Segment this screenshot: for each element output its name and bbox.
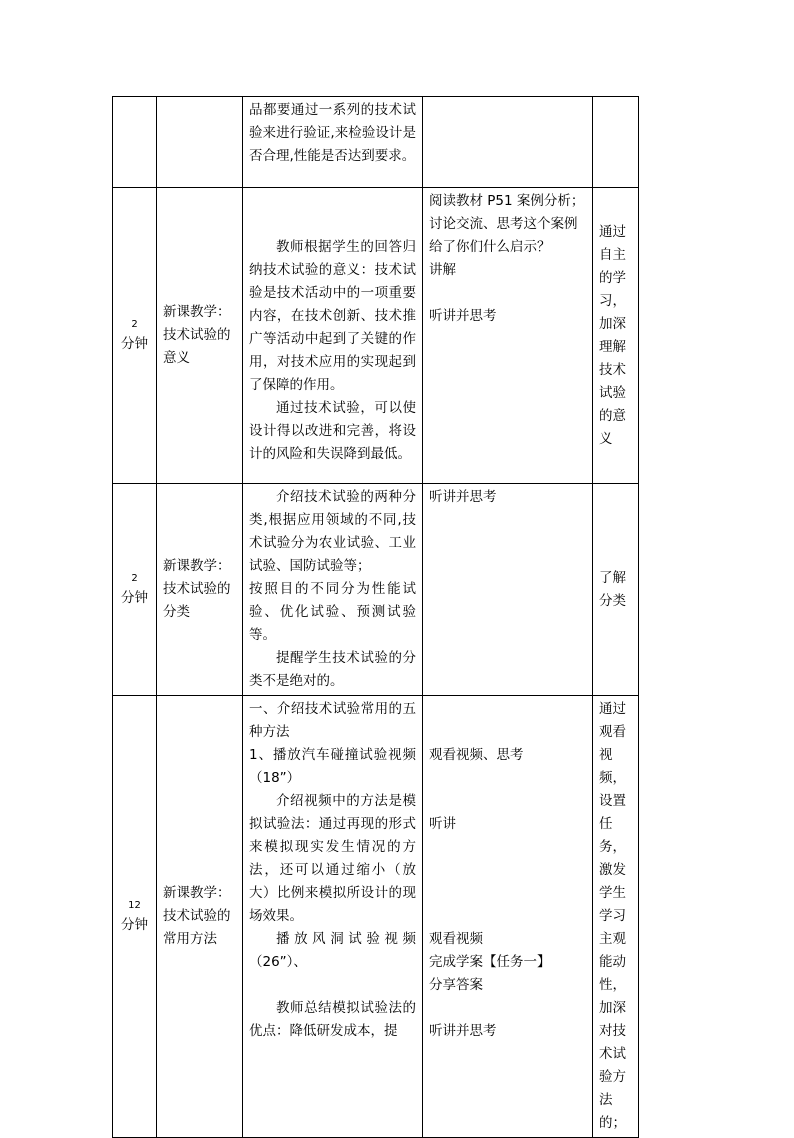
table-row <box>113 188 639 484</box>
student-activity-cell <box>423 97 593 188</box>
student-text: 讲解 <box>429 262 456 278</box>
time-number: 2 <box>131 318 138 330</box>
teacher-text: 教师根据学生的回答归纳技术试验的意义：技术试验是技术活动中的一项重要内容，在技术创新、技术推广等活动中起到了关键的作用，对技术应用的实现起到了保障的作用。 <box>249 239 416 393</box>
student-text: 观看视频、思考 <box>429 747 524 763</box>
teacher-text: 教师总结模拟试验法的优点：降低研发成本，提 <box>249 1000 416 1039</box>
student-text: 分享答案 <box>429 977 483 993</box>
time-cell <box>113 188 157 484</box>
student-text: 听讲并思考 <box>429 308 497 324</box>
segment-cell <box>157 97 243 188</box>
time-cell <box>113 484 157 696</box>
time-unit: 分钟 <box>121 335 148 352</box>
teacher-text: 1、播放汽车碰撞试验视频（18”） <box>249 747 416 786</box>
teacher-text: 品都要通过一系列的技术试验来进行验证,来检验设计是否合理,性能是否达到要求。 <box>249 102 416 164</box>
teacher-text: 一、介绍技术试验常用的五种方法 <box>249 701 416 740</box>
student-text: 讨论交流、思考这个案例给了你们什么启示？ <box>429 216 578 255</box>
design-intent-cell <box>593 188 639 484</box>
teacher-text: 播放风洞试验视频（26”）、 <box>249 931 416 970</box>
table-row <box>113 97 639 188</box>
teacher-text: 通过技术试验，可以使设计得以改进和完善，将设计的风险和失误降到最低。 <box>249 400 416 462</box>
segment-cell <box>157 188 243 484</box>
student-text: 听讲 <box>429 816 456 832</box>
segment-cell <box>157 484 243 696</box>
intent-text: 通过观看视频，设置任务，激发学生学习主观能动性，加深对技术试验方法的； <box>599 701 626 1131</box>
segment-text: 新课教学：技术试验的分类 <box>163 558 231 620</box>
table-row <box>113 696 639 1138</box>
student-text: 听讲并思考 <box>429 1023 497 1039</box>
design-intent-cell <box>593 484 639 696</box>
teacher-activity-cell <box>243 696 423 1138</box>
student-activity-cell <box>423 696 593 1138</box>
teacher-activity-cell <box>243 484 423 696</box>
teacher-activity-cell <box>243 188 423 484</box>
intent-text: 了解分类 <box>599 569 626 609</box>
student-text: 完成学案【任务一】 <box>429 954 551 970</box>
student-activity-cell <box>423 188 593 484</box>
design-intent-cell <box>593 97 639 188</box>
segment-text: 新课教学：技术试验的意义 <box>163 304 231 366</box>
time-unit: 分钟 <box>121 589 148 606</box>
student-text: 观看视频 <box>429 931 483 947</box>
teacher-text: 按照目的不同分为性能试验、优化试验、预测试验等。 <box>249 581 416 643</box>
lesson-plan-table <box>112 96 639 1138</box>
student-activity-cell <box>423 484 593 696</box>
time-unit: 分钟 <box>121 916 148 933</box>
time-cell <box>113 696 157 1138</box>
teacher-text: 提醒学生技术试验的分类不是绝对的。 <box>249 650 416 689</box>
teacher-activity-cell <box>243 97 423 188</box>
teacher-text: 介绍技术试验的两种分类,根据应用领域的不同,技术试验分为农业试验、工业试验、国防试验等； <box>249 489 416 574</box>
student-text: 阅读教材 P51 案例分析； <box>429 193 585 209</box>
student-text: 听讲并思考 <box>429 489 497 505</box>
teacher-text: 介绍视频中的方法是模拟试验法：通过再现的形式来模拟现实发生情况的方法，还可以通过缩小（放大）比例来模拟所设计的现场效果。 <box>249 793 416 924</box>
table-row <box>113 484 639 696</box>
time-number: 12 <box>128 899 141 911</box>
time-number: 2 <box>131 572 138 584</box>
time-cell <box>113 97 157 188</box>
intent-text: 通过自主的学习，加深理解技术试验的意义 <box>599 223 626 447</box>
design-intent-cell <box>593 696 639 1138</box>
segment-text: 新课教学：技术试验的常用方法 <box>163 885 231 947</box>
segment-cell <box>157 696 243 1138</box>
